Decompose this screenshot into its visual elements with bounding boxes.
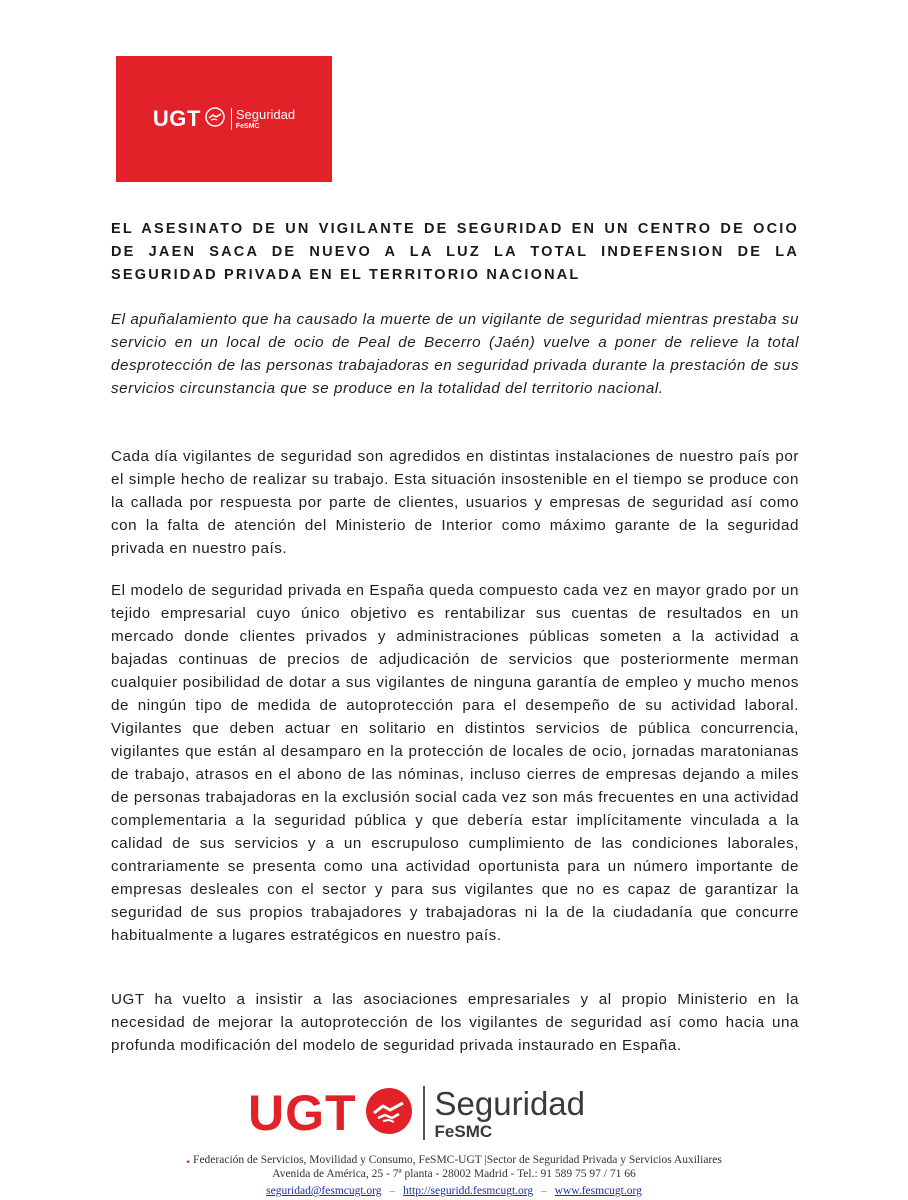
header-logo-brand: UGT — [152, 106, 201, 131]
sector-website-link[interactable]: http://seguridd.fesmcugt.org — [403, 1185, 534, 1197]
handshake-icon — [205, 107, 225, 132]
footer-address-line: Avenida de América, 25 - 7ª planta - 28002 Madrid - Tel.: 91 589 75 97 / 71 66 — [272, 1168, 636, 1180]
header-logo-content — [153, 106, 295, 132]
footer-logo-brand: UGT — [248, 1085, 357, 1141]
paragraph-4: UGT ha vuelto a insistir a las asociaciones empresariales y al propio Ministerio en la necesidad de mejorar la autoprotección de los vigilantes de seguridad así como hacia una profunda modificación del modelo de seguridad privada instaurado en España. — [111, 991, 799, 1054]
header-logo-name: Seguridad — [235, 107, 296, 122]
link-separator: – — [541, 1185, 547, 1197]
footer-links-line — [0, 1185, 908, 1197]
red-dot-icon: . — [186, 1150, 191, 1167]
paragraph-2: Cada día vigilantes de seguridad son agredidos en distintas instalaciones de nuestro país por el simple hecho de realizar su trabajo. Esta situación insostenible en el tiempo se produce con la callada por respuesta por parte de clientes, usuarios y empresas de seguridad así como con la falta de atención del Ministerio de Interior como máximo garante de la seguridad privada en nuestro país. — [111, 448, 799, 557]
header-logo-divider — [231, 108, 232, 130]
footer-logo-divider — [423, 1086, 425, 1140]
email-link[interactable]: seguridad@fesmcugt.org — [266, 1185, 382, 1197]
handshake-icon — [365, 1087, 413, 1140]
link-separator: – — [389, 1185, 396, 1197]
footer-logo-sub: FeSMC — [434, 1121, 493, 1141]
header-logo-text — [236, 108, 295, 130]
header-logo-sub: FeSMC — [235, 123, 260, 130]
footer-org-line — [0, 1150, 908, 1168]
document-title: EL ASESINATO DE UN VIGILANTE DE SEGURIDAD EN UN CENTRO DE OCIO DE JAEN SACA DE NUEVO A LA LUZ LA TOTAL INDEFENSION DE LA SEGURIDAD PRIVADA EN EL TERRITORIO NACIONAL — [111, 221, 799, 283]
footer-org-text: Federación de Servicios, Movilidad y Consumo, FeSMC-UGT |Sector de Seguridad Privada y Servicios Auxiliares — [193, 1154, 722, 1166]
footer-logo — [248, 1080, 585, 1146]
federation-website-link[interactable]: www.fesmcugt.org — [554, 1185, 642, 1197]
footer-logo-name: Seguridad — [434, 1084, 585, 1122]
footer-logo-text — [434, 1084, 585, 1141]
header-logo — [116, 56, 332, 182]
paragraph-1: El apuñalamiento que ha causado la muerte de un vigilante de seguridad mientras prestaba su servicio en un local de ocio de Peal de Becerro (Jaén) vuelve a poner de relieve la total desprotección de las personas trabajadoras en seguridad privada durante la prestación de sus servicios circunstancia que se produce en la totalidad del territorio nacional. — [111, 311, 799, 397]
paragraph-3: El modelo de seguridad privada en España queda compuesto cada vez en mayor grado por un tejido empresarial cuyo único objetivo es rentabilizar sus cuentas de resultados en un mercado donde clientes privados y administraciones públicas someten a la actividad a bajadas continuas de precios de adjudicación de servicios que posteriormente merman cualquier posibilidad de dotar a sus vigilantes de ninguna garantía de empleo y mucho menos de ningún tipo de medida de autoprotección para el desempeño de su actividad laboral. Vigilantes que deben actuar en solitario en distintos servicios de pública concurrencia, vigilantes que están al desamparo en la protección de locales de ocio, jornadas maratonianas de trabajo, atrasos en el abono de las nóminas, incluso cierres de empresas dejando a miles de personas trabajadoras en la exclusión social cada vez son más frecuentes en una actividad complementaria a la seguridad pública y que debería estar implícitamente vinculada a la calidad de sus servicios y a un escrupuloso cumplimiento de las condiciones laborales, contrariamente se presenta como una actividad oportunista para un número importante de empresas desleales con el sector y para sus vigilantes que no es capaz de garantizar la seguridad de sus propios trabajadores y trabajadoras ni la de la ciudadanía que concurre habitualmente a lugares estratégicos en nuestro país. — [111, 582, 799, 944]
